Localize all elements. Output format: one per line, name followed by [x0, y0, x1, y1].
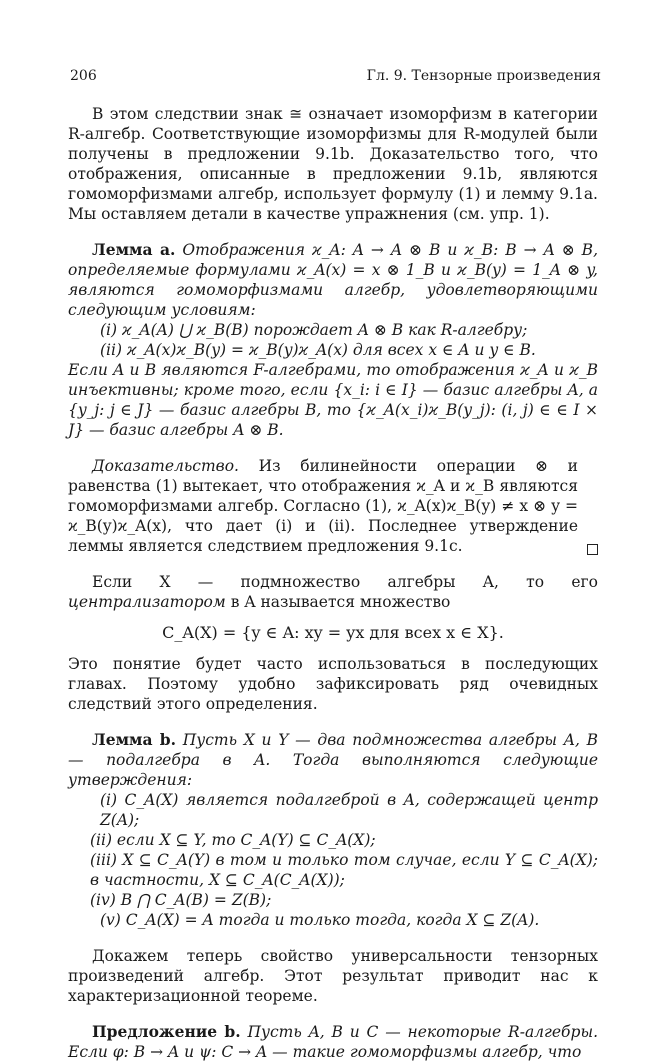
lemma-b-item-2: (ii) если X ⊆ Y, то C_A(Y) ⊆ C_A(X);: [90, 831, 376, 849]
lemma-a: [68, 240, 598, 440]
lemma-a-heading: Лемма a.: [92, 240, 176, 259]
paragraph-corollary-remark: В этом следствии знак ≅ означает изоморфизм в категории R-алгебр. Соответствующие изоморфизмы для R-модулей были получены в предложении 9.1b. Доказательство того, что отображения, описанные в предложении 9.1b, являются гомоморфизмами алгебр, использует формулу (1) и лемму 9.1a. Мы оставляем детали в качестве упражнения (см. упр. 1).: [68, 105, 598, 223]
centralizer-formula: C_A(X) = {y ∈ A: xy = yx для всех x ∈ X}.: [162, 623, 504, 642]
running-title: Гл. 9. Тензорные произведения: [366, 68, 601, 84]
proof-label: Доказательство.: [92, 457, 239, 475]
lemma-b-item-1: (i) C_A(X) является подалгеброй в A, содержащей центр Z(A);: [100, 791, 598, 829]
proposition-b-text: Пусть A, B и C — некоторые R-алгебры. Если φ: B → A и ψ: C → A — такие гомоморфизмы алгебр, что: [68, 1023, 598, 1061]
proposition-b: [68, 1022, 598, 1062]
lemma-a-tail: Если A и B являются F-алгебрами, то отображения ϰ_A и ϰ_B инъективны; кроме того, если {x_i: i ∈ I} — базис алгебры A, а {y_j: j ∈ J} — базис алгебры B, то {ϰ_A(x_i)ϰ_B(y_j): (i, j) ∈ ∈ I × J} — базис алгебры A ⊗ B.: [68, 361, 598, 439]
lemma-b-item-4: (iv) B ⋂ C_A(B) = Z(B);: [90, 891, 272, 909]
proposition-b-heading: Предложение b.: [92, 1022, 241, 1041]
proof-text: Из билинейности операции ⊗ и равенства (1) вытекает, что отображения ϰ_A и ϰ_B являются гомоморфизмами алгебр. Согласно (1), ϰ_A(x)ϰ_B(y) ≠ x ⊗ y = ϰ_B(y)ϰ_A(x), что дает (i) и (ii). Последнее утверждение леммы является следствием предложения 9.1c.: [68, 457, 578, 555]
page-number: 206: [70, 68, 97, 84]
lemma-b-heading: Лемма b.: [92, 730, 176, 749]
lemma-a-item-1: (i) ϰ_A(A) ⋃ ϰ_B(B) порождает A ⊗ B как R-алгебру;: [100, 321, 528, 339]
centralizer-definition: Если X — подмножество алгебры A, то его централизатором в A называется множество: [68, 573, 598, 611]
proof-lemma-a: [68, 456, 598, 556]
centralizer-remark: Это понятие будет часто использоваться в последующих главах. Поэтому удобно зафиксировать ряд очевидных следствий этого определения.: [68, 655, 598, 713]
qed-square-icon: [587, 544, 598, 555]
lemma-b-item-5: (v) C_A(X) = A тогда и только тогда, когда X ⊆ Z(A).: [100, 911, 540, 929]
lemma-a-intro: Отображения ϰ_A: A → A ⊗ B и ϰ_B: B → A ⊗ B, определяемые формулами ϰ_A(x) = x ⊗ 1_B и ϰ_B(y) = 1_A ⊗ y, являются гомоморфизмами алгебр, удовлетворяющими следующим условиям:: [68, 241, 598, 319]
page-body: [68, 104, 598, 1062]
lemma-b: [68, 730, 598, 930]
lemma-b-intro: Пусть X и Y — два подмножества алгебры A, B — подалгебра в A. Тогда выполняются следующие утверждения:: [68, 731, 598, 789]
lemma-b-item-3: (iii) X ⊆ C_A(Y) в том и только том случае, если Y ⊆ C_A(X); в частности, X ⊆ C_A(C_A(X));: [90, 851, 598, 889]
lemma-a-item-2: (ii) ϰ_A(x)ϰ_B(y) = ϰ_B(y)ϰ_A(x) для всех x ∈ A и y ∈ B.: [100, 341, 536, 359]
running-header: [70, 68, 601, 90]
centralizer-term: централизатором: [68, 593, 226, 611]
paragraph-universality: Докажем теперь свойство универсальности тензорных произведений алгебр. Этот результат приводит нас к характеризационной теореме.: [68, 947, 598, 1005]
